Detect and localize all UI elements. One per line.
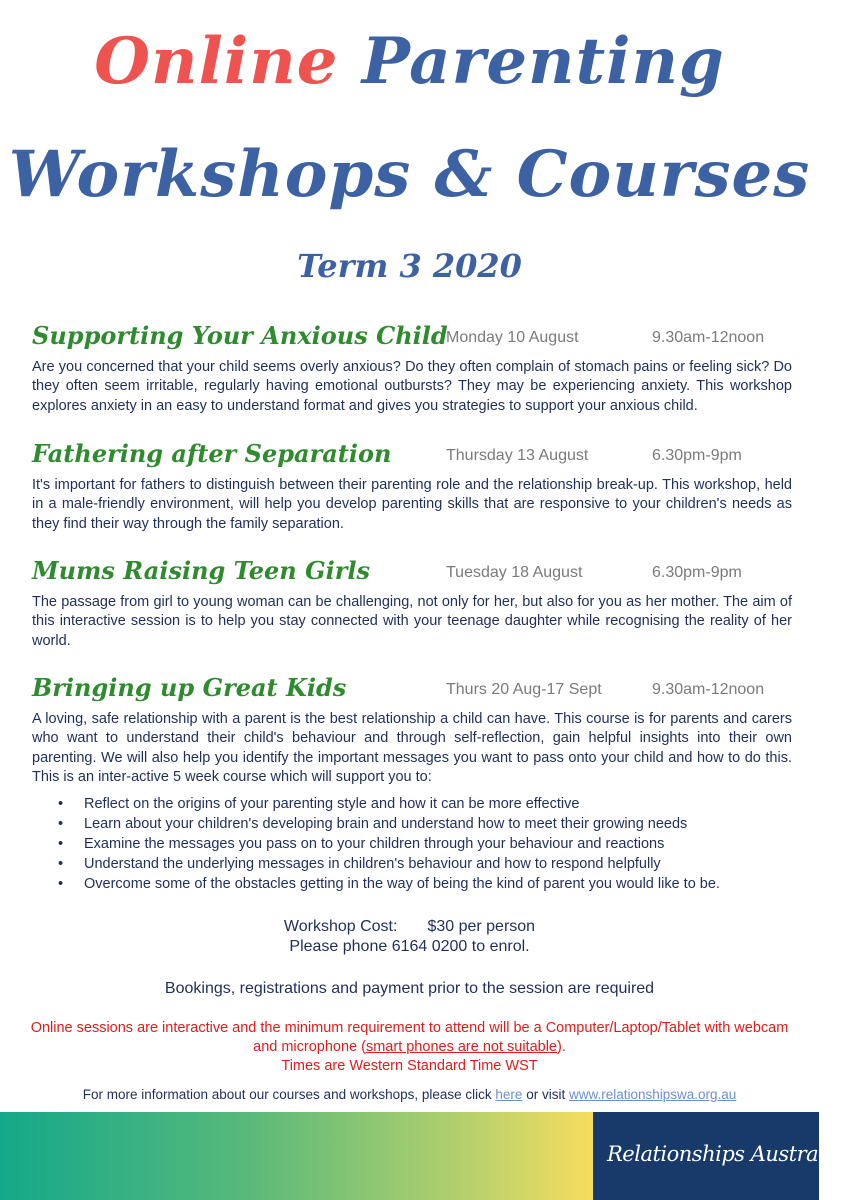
section-description: Are you concerned that your child seems overly anxious? Do they often complain of stomach pains or feeling sick? Do they often seem irritable, regularly having emotional outbursts? They may be experiencing anxiety. This workshop explores anxiety in an easy to understand format and gives you strategies to support your anxious child. [32, 359, 792, 414]
list-item: • Overcome some of the obstacles getting in the way of being the kind of parent you would like to be. [32, 874, 792, 894]
info-text: For more information about our courses and workshops, please click [82, 1087, 496, 1102]
notice-underlined: smart phones are not suitable [365, 1039, 557, 1055]
section-time: 6.30pm-9pm [652, 564, 742, 581]
list-item: • Understand the underlying messages in children's behaviour and how to respond helpfully [32, 854, 792, 874]
section-date: Thurs 20 Aug-17 Sept [446, 681, 602, 698]
list-item: • Reflect on the origins of your parenting style and how it can be more effective [32, 794, 792, 814]
phone-line: Please phone 6164 0200 to enrol. [289, 938, 530, 955]
section-date: Tuesday 18 August [446, 564, 583, 581]
section-title: Bringing up Great Kids [32, 673, 347, 702]
title-line-2: Workshops & Courses [8, 137, 811, 212]
term-subtitle: Term 3 2020 [297, 247, 522, 285]
notice-text: Online sessions are interactive and the minimum requirement to attend will be a Computer/Laptop/Tablet with webcam and microphone ( [30, 1020, 789, 1055]
list-item: • Examine the messages you pass on to your children through your behaviour and reactions [32, 834, 792, 854]
section-great-kids [32, 670, 792, 894]
section-fathering [32, 436, 792, 534]
section-title: Fathering after Separation [32, 439, 392, 468]
section-time: 6.30pm-9pm [652, 447, 742, 464]
info-text-middle: or visit [522, 1087, 569, 1102]
section-header [32, 553, 792, 593]
section-header [32, 436, 792, 476]
here-link[interactable]: here [495, 1087, 523, 1102]
list-item: • Learn about your children's developing brain and understand how to meet their growing needs [32, 814, 792, 834]
title-word-online: Online [94, 24, 339, 99]
notice-text-end: ). [557, 1039, 566, 1055]
section-anxious-child [32, 318, 792, 416]
cost-value: $30 per person [427, 918, 536, 935]
section-description: It's important for fathers to distinguish between their parenting role and the relationship break-up. This workshop, held in a male-friendly environment, will help you develop parenting skills that are responsive to your children's needs as they find their way through the family separation. [32, 477, 792, 532]
cost-label: Workshop Cost: [283, 918, 398, 935]
section-mums-teen-girls [32, 553, 792, 651]
section-header [32, 318, 792, 358]
section-description: The passage from girl to young woman can be challenging, not only for her, but also for you as her mother. The aim of this interactive session is to help you stay connected with your teenage daughter while recognising the reality of her world. [32, 594, 792, 649]
section-title: Supporting Your Anxious Child [32, 321, 448, 350]
cost-line [0, 917, 819, 937]
timezone-note: Times are Western Standard Time WST [281, 1058, 538, 1074]
section-time: 9.30am-12noon [652, 329, 765, 346]
website-link[interactable]: www.relationshipswa.org.au [568, 1087, 737, 1102]
relationships-australia-logo: Relationships Australia. [607, 1142, 849, 1166]
footer-logo-panel [593, 1112, 849, 1200]
benefits-list [32, 794, 792, 894]
more-info-line [0, 1086, 819, 1104]
section-date: Thursday 13 August [446, 447, 589, 464]
section-header [32, 670, 792, 710]
online-requirements-notice [20, 1019, 799, 1057]
title-word-parenting: Parenting [361, 24, 725, 99]
title-line-1 [0, 22, 819, 102]
bookings-note: Bookings, registrations and payment prior to the session are required [164, 980, 655, 997]
section-description: A loving, safe relationship with a parent is the best relationship a child can have. This course is for parents and carers who want to understand their child's behaviour and through self-reflection, gain helpful insights into their own parenting. We will also help you identify the important messages you want to pass onto your child and how to do this. This is an inter-active 5 week course which will support you to: [32, 711, 792, 786]
footer-gradient-band [0, 1112, 849, 1200]
section-date: Monday 10 August [446, 329, 579, 346]
section-time: 9.30am-12noon [652, 681, 765, 698]
section-title: Mums Raising Teen Girls [32, 556, 370, 585]
